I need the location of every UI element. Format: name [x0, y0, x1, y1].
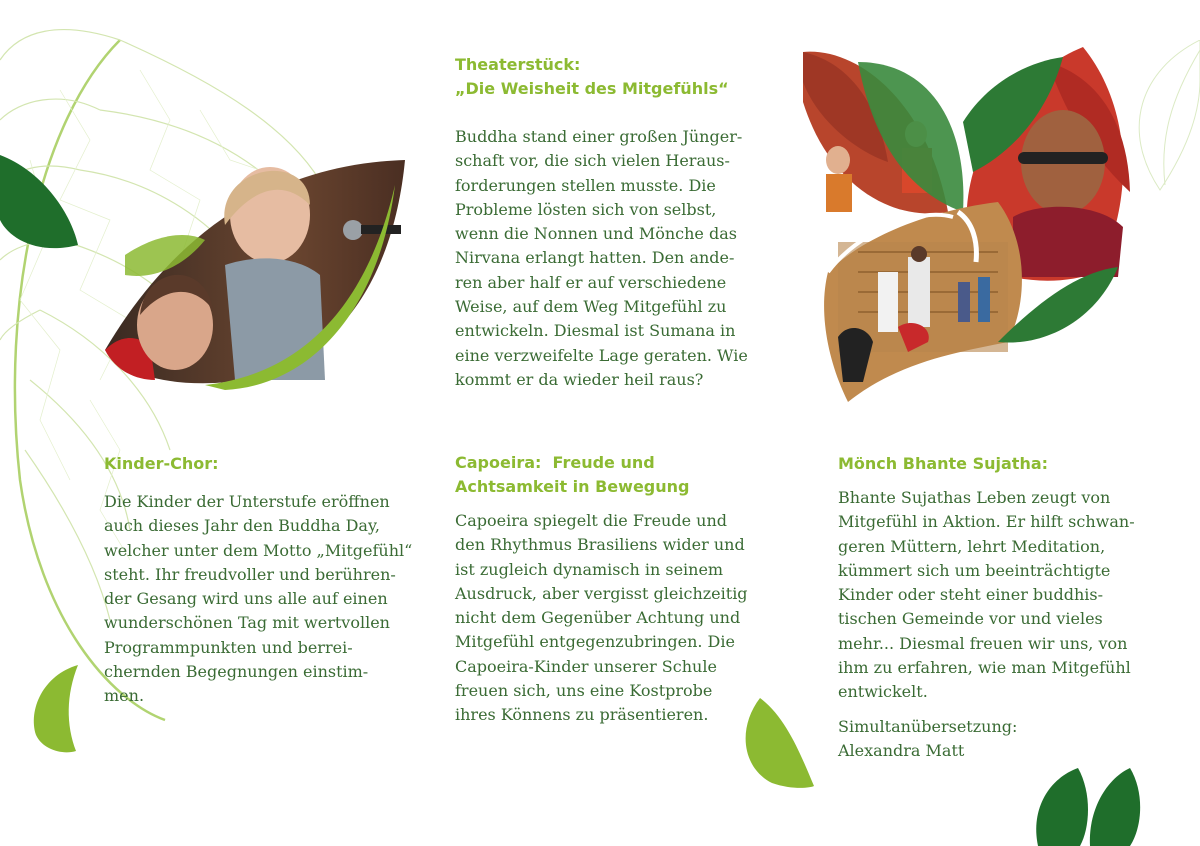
- capoeira-body: [455, 509, 785, 728]
- capoeira-section: [455, 451, 785, 728]
- moench-section: [838, 452, 1178, 763]
- theater-body: [455, 125, 785, 392]
- moench-line: kümmert sich um beeinträchtigte: [838, 560, 1111, 580]
- moench-line: Mitgefühl in Aktion. Er hilft schwan-: [838, 512, 1135, 532]
- theater-line: Buddha stand einer großen Jünger-: [455, 127, 743, 146]
- capoeira-line: Capoeira-Kinder unserer Schule: [455, 656, 717, 676]
- dark-green-double-leaf-shape: [1030, 768, 1150, 846]
- capoeira-line: freuen sich, uns eine Kostprobe: [455, 681, 713, 701]
- theater-line: forderungen stellen musste. Die: [455, 175, 716, 195]
- theater-line: ren aber half er auf verschiedene: [455, 272, 727, 292]
- light-green-leaf-shape: [28, 665, 83, 755]
- choir-photo: [95, 145, 415, 395]
- moench-line: entwickelt.: [838, 682, 928, 702]
- chor-line: chernden Begegnungen einstim-: [104, 662, 369, 682]
- capoeira-line: Capoeira spiegelt die Freude und: [455, 511, 727, 530]
- moench-line: ihm zu erfahren, wie man Mitgefühl: [838, 658, 1131, 678]
- chor-line: men.: [104, 686, 145, 706]
- capoeira-heading-line1: Capoeira: Freude und: [455, 453, 655, 472]
- chor-body: [104, 490, 424, 709]
- theater-line: Probleme lösten sich von selbst,: [455, 199, 717, 219]
- capoeira-line: ist zugleich dynamisch in seinem: [455, 559, 724, 579]
- theater-line: kommt er da wieder heil raus?: [455, 369, 704, 389]
- capoeira-line: Mitgefühl entgegenzubringen. Die: [455, 632, 735, 652]
- chor-line: der Gesang wird uns alle auf einen: [104, 589, 388, 609]
- theater-line: schaft vor, die sich vielen Heraus-: [455, 151, 730, 171]
- moench-line: geren Müttern, lehrt Meditation,: [838, 536, 1106, 556]
- theater-heading-line1: Theaterstück:: [455, 55, 581, 74]
- chor-line: Die Kinder der Unterstufe eröffnen: [104, 492, 390, 511]
- capoeira-line: den Rhythmus Brasiliens wider und: [455, 535, 745, 555]
- theater-line: Weise, auf dem Weg Mitgefühl zu: [455, 297, 727, 317]
- theater-heading-line2: „Die Weisheit des Mitgefühls“: [455, 79, 729, 98]
- translator-name: Alexandra Matt: [838, 740, 965, 760]
- chor-section: [104, 452, 424, 709]
- chor-line: Programmpunkten und berrei-: [104, 637, 353, 657]
- theater-line: wenn die Nonnen und Mönche das: [455, 224, 737, 244]
- chor-line: wunderschönen Tag mit wertvollen: [104, 613, 390, 633]
- theater-line: Nirvana erlangt hatten. Den ande-: [455, 248, 735, 268]
- chor-line: welcher unter dem Motto „Mitgefühl“: [104, 540, 413, 560]
- moench-line: mehr... Diesmal freuen wir uns, von: [838, 633, 1128, 653]
- theater-section: [455, 53, 785, 392]
- moench-line: tischen Gemeinde vor und vieles: [838, 609, 1103, 629]
- moench-line: Bhante Sujathas Leben zeugt von: [838, 488, 1111, 507]
- capoeira-line: ihres Könnens zu präsentieren.: [455, 705, 709, 725]
- translation-label: Simultanübersetzung:: [838, 716, 1018, 736]
- chor-line: steht. Ihr freudvoller und berühren-: [104, 564, 396, 584]
- capoeira-line: nicht dem Gegenüber Achtung und: [455, 608, 741, 628]
- capoeira-and-monk-photo-cluster: [798, 42, 1143, 407]
- theater-line: eine verzweifelte Lage geraten. Wie: [455, 345, 748, 365]
- capoeira-heading-line2: Achtsamkeit in Bewegung: [455, 477, 690, 496]
- chor-line: auch dieses Jahr den Buddha Day,: [104, 516, 380, 536]
- capoeira-line: Ausdruck, aber vergisst gleichzeitig: [455, 583, 748, 603]
- moench-heading: Mönch Bhante Sujatha:: [838, 454, 1049, 473]
- moench-body: [838, 486, 1178, 705]
- chor-heading: Kinder-Chor:: [104, 454, 219, 473]
- moench-line: Kinder oder steht einer buddhis-: [838, 585, 1103, 605]
- theater-line: entwickeln. Diesmal ist Sumana in: [455, 321, 736, 341]
- dark-green-leaf-shape: [0, 150, 80, 260]
